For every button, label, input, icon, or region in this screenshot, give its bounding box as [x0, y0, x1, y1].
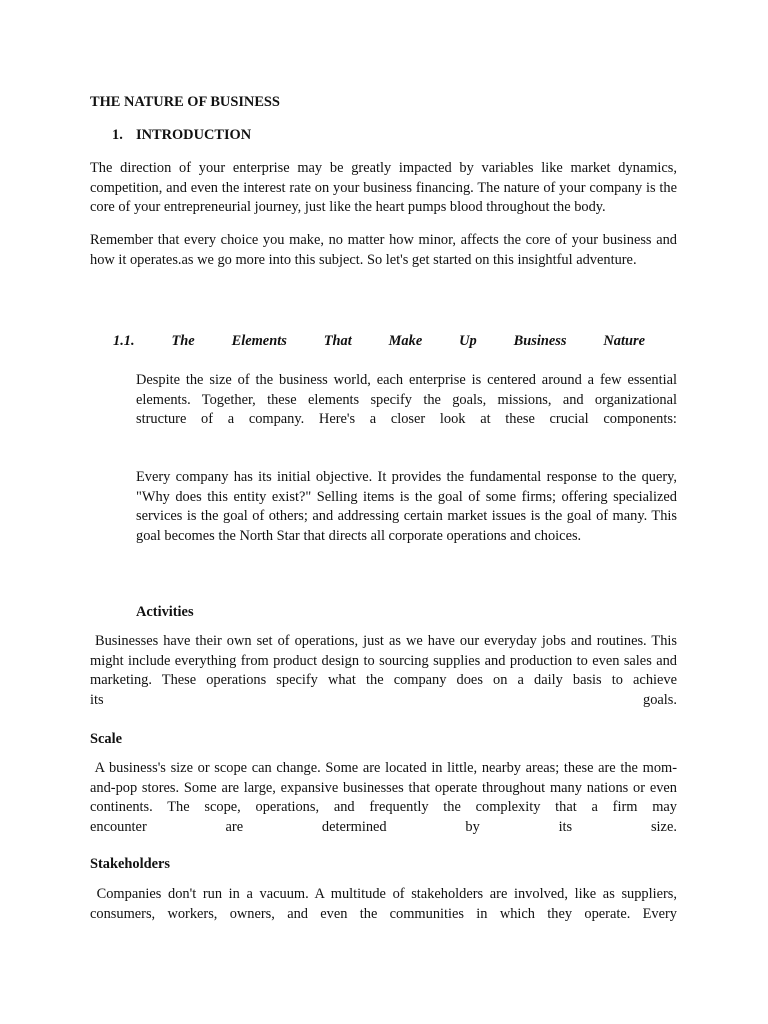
word: a — [227, 411, 235, 427]
word: closer — [390, 411, 426, 427]
word: Here's — [318, 411, 356, 427]
intro-paragraph-1: The direction of your enterprise may be greatly impacted by variables like market dynamics, competition, and even the interest rate on your business financing. The nature of your company is the core of your entrepreneurial journey, just like the heart pumps blood throughout the body. — [90, 160, 677, 215]
section-label: INTRODUCTION — [136, 127, 252, 143]
word: a — [369, 411, 377, 427]
elements-paragraph — [136, 371, 677, 430]
subheading-word: 1.1. — [113, 333, 135, 349]
subheading-word: Business — [513, 333, 567, 349]
document-title: THE NATURE OF BUSINESS — [90, 94, 280, 110]
stakeholders-heading: Stakeholders — [90, 856, 170, 872]
activities-paragraph-lines: Businesses have their own set of operations, just as we have our everyday jobs and routines. This might include everything from product design to sourcing supplies and production to even sales and marketing. These operations specify what the company does on a daily basis to achieve — [90, 633, 677, 688]
subsection-heading-elements — [113, 332, 645, 352]
subheading-word: Make — [388, 333, 423, 349]
scale-paragraph-lines: A business's size or scope can change. Some are located in little, nearby areas; these are the mom-and-pop stores. Some are large, expansive businesses that operate throughout many nations or even continents. The scope, operations, and frequently the complexity that a firm may — [90, 760, 677, 815]
scale-heading: Scale — [90, 731, 122, 747]
word: encounter — [90, 818, 147, 835]
section-heading-introduction — [112, 126, 251, 146]
activities-heading: Activities — [136, 604, 194, 620]
scale-paragraph-last-line — [90, 818, 677, 838]
word: its — [558, 818, 573, 835]
word: at — [480, 411, 491, 427]
word: company. — [248, 411, 305, 427]
word: determined — [321, 818, 387, 835]
subheading-word: Nature — [603, 333, 645, 349]
intro-paragraph-2: Remember that every choice you make, no matter how minor, affects the core of your business and how it operates.as we go more into this subject. So let's get started on this insightful adventure. — [90, 232, 677, 268]
word: by — [465, 818, 480, 835]
word: are — [225, 818, 244, 835]
subheading-word: Elements — [231, 333, 287, 349]
subheading-word: That — [323, 333, 352, 349]
elements-paragraph-lines: Despite the size of the business world, each enterprise is centered around a few essential elements. Together, these elements specify the goals, missions, and organizational — [136, 372, 677, 408]
word: its — [90, 691, 104, 708]
subheading-word: Up — [459, 333, 477, 349]
objective-paragraph: Every company has its initial objective. It provides the fundamental response to the query, "Why does this entity exist?" Selling items is the goal of some firms; offering specialized services is the goal of others; and addressing certain market issues is the goal of many. This goal becomes the North Star that directs all corporate operations and choices. — [136, 469, 677, 544]
scale-paragraph — [90, 759, 677, 837]
word: goals. — [643, 691, 677, 708]
word: structure — [136, 411, 187, 427]
word: components: — [603, 411, 677, 427]
activities-paragraph-last-line — [90, 691, 677, 711]
word: these — [505, 411, 535, 427]
word: size. — [650, 818, 677, 835]
word: look — [439, 411, 466, 427]
section-number: 1. — [112, 127, 123, 143]
elements-paragraph-last-line — [136, 410, 677, 430]
word: of — [201, 411, 214, 427]
word: crucial — [549, 411, 589, 427]
stakeholders-paragraph: Companies don't run in a vacuum. A multitude of stakeholders are involved, like as suppliers, consumers, workers, owners, and even the communities in which they operate. Every — [90, 886, 677, 922]
activities-paragraph — [90, 632, 677, 710]
subheading-word: The — [171, 333, 195, 349]
